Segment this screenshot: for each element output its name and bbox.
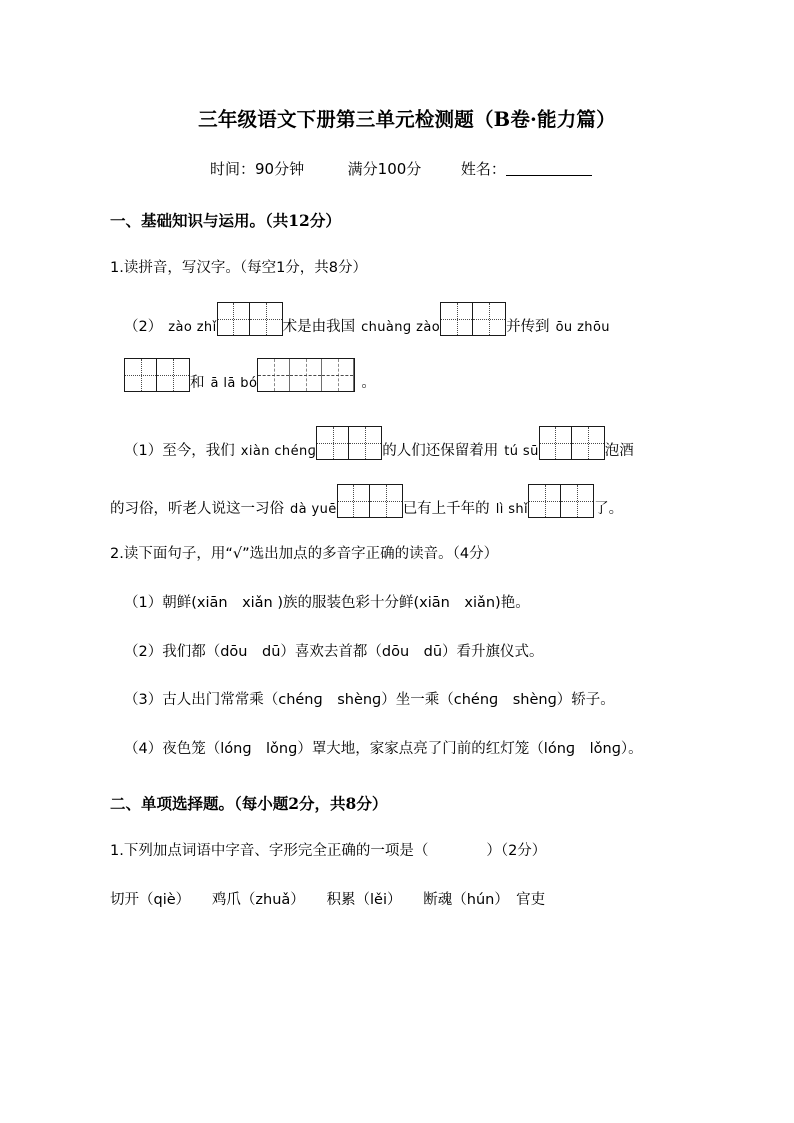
name-blank-field[interactable]: [506, 161, 592, 176]
fill-in-line-1: [110, 426, 722, 460]
segment-text: 已有上千年的: [402, 500, 490, 517]
segment-text: 泡酒: [604, 442, 634, 459]
grid-cell[interactable]: [322, 359, 354, 391]
time-label: 时间：90分钟: [210, 160, 305, 179]
section-heading-1: 一、基础知识与运用。（共12分）: [110, 211, 341, 231]
grid-cell[interactable]: [561, 485, 593, 517]
character-grid[interactable]: [539, 426, 605, 460]
grid-cell[interactable]: [290, 359, 322, 391]
grid-cell[interactable]: [125, 359, 157, 391]
character-grid[interactable]: [440, 302, 506, 336]
fill-in-line-1-cont: [110, 484, 722, 518]
exam-meta-header: [110, 159, 722, 180]
fill-in-line-2-cont: [110, 358, 722, 392]
section2-question-1-prompt: 1.下列加点词语中字音、字形完全正确的一项是（ ）（2分）: [110, 842, 547, 859]
name-label: 姓名：: [460, 160, 506, 179]
segment-pinyin: dà yuē: [290, 502, 337, 518]
grid-cell[interactable]: [317, 427, 349, 459]
question-2-prompt: 2.读下面句子，用“√”选出加点的多音字正确的读音。（4分）: [110, 546, 499, 563]
character-grid[interactable]: [337, 484, 403, 518]
grid-cell[interactable]: [473, 303, 505, 335]
segment-text: （1）至今，我们: [124, 442, 235, 459]
segment-text: 的人们还保留着用: [382, 442, 499, 459]
segment-text: 和: [190, 374, 205, 391]
grid-cell[interactable]: [540, 427, 572, 459]
segment-text: 了。: [594, 500, 624, 517]
segment-pinyin: tú sū: [504, 444, 539, 460]
segment-pinyin: chuànɡ zào: [361, 320, 441, 336]
segment-text: （2）: [124, 318, 163, 335]
question-1-prompt: 1.读拼音，写汉字。（每空1分，共8分）: [110, 260, 368, 277]
score-label: 满分100分: [347, 160, 422, 179]
segment-text: 。: [361, 374, 376, 391]
grid-cell[interactable]: [349, 427, 381, 459]
page-title: 三年级语文下册第三单元检测题（B卷·能力篇）: [198, 108, 616, 131]
character-grid[interactable]: [217, 302, 283, 336]
grid-cell[interactable]: [157, 359, 189, 391]
question-2-item-3: （3）古人出门常常乘（chénɡ shènɡ）坐一乘（chénɡ shènɡ）轿子。: [124, 692, 615, 709]
grid-cell[interactable]: [529, 485, 561, 517]
fill-in-line-2: [110, 302, 722, 336]
question-2-item-2: （2）我们都（dōu dū）喜欢去首都（dōu dū）看升旗仪式。: [124, 643, 544, 660]
grid-cell[interactable]: [218, 303, 250, 335]
segment-text: 术是由我国: [282, 318, 356, 335]
segment-pinyin: lì shǐ: [495, 502, 529, 518]
grid-cell[interactable]: [258, 359, 290, 391]
character-grid[interactable]: [316, 426, 382, 460]
segment-text: 的习俗，听老人说这一习俗: [110, 500, 284, 517]
grid-cell[interactable]: [572, 427, 604, 459]
section-heading-2: 二、单项选择题。（每小题2分，共8分）: [110, 793, 388, 813]
grid-cell[interactable]: [370, 485, 402, 517]
segment-pinyin: xiàn chénɡ: [240, 444, 317, 460]
segment-pinyin: ā lā bó: [210, 376, 258, 392]
character-grid[interactable]: [124, 358, 190, 392]
segment-pinyin: zào zhǐ: [168, 320, 217, 336]
segment-text: 并传到: [506, 318, 550, 335]
character-grid[interactable]: [528, 484, 594, 518]
grid-cell[interactable]: [441, 303, 473, 335]
character-grid[interactable]: [257, 358, 355, 392]
section2-question-1-options: 切开（qiè） 鸡爪（zhuǎ） 积累（lěi） 断魂（hún） 官吏: [110, 891, 546, 908]
grid-cell[interactable]: [250, 303, 282, 335]
question-2-item-1: （1）朝鲜(xiān xiǎn )族的服装色彩十分鲜(xiān xiǎn)艳。: [124, 594, 530, 611]
question-2-item-4: （4）夜色笼（lónɡ lǒnɡ）罩大地，家家点亮了门前的红灯笼（lónɡ lǒnɡ）。: [124, 741, 643, 758]
grid-cell[interactable]: [338, 485, 370, 517]
segment-pinyin: ōu zhōu: [555, 320, 610, 336]
